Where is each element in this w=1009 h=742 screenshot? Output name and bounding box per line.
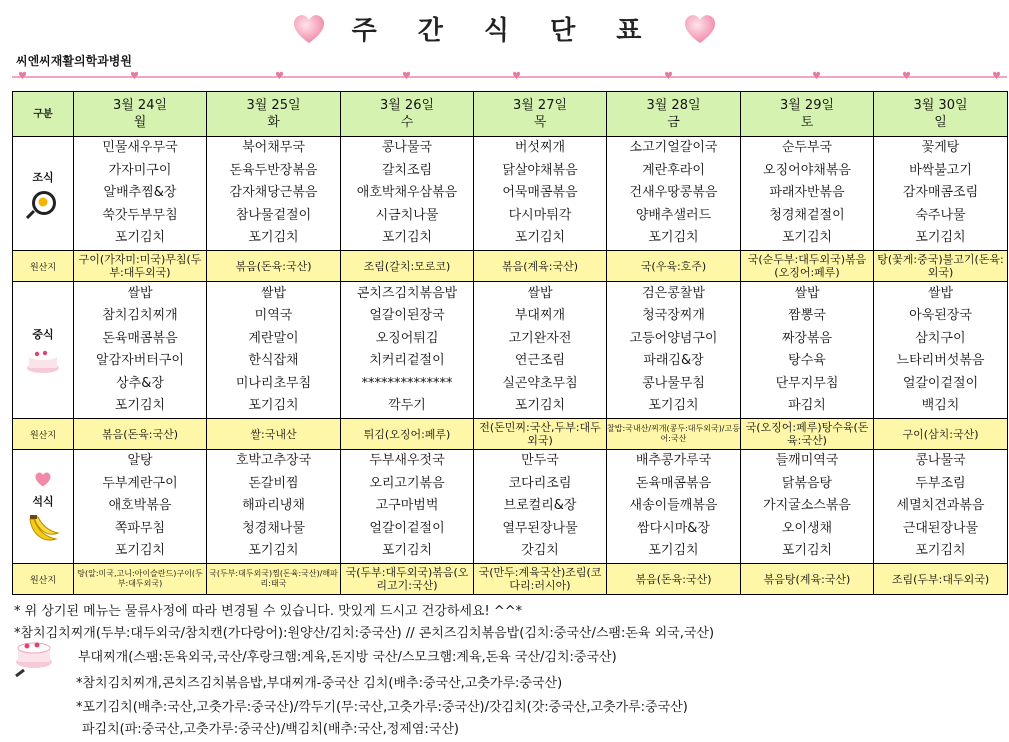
lunch-row (13, 282, 1008, 419)
cake-icon (12, 640, 56, 680)
heart-icon (289, 8, 329, 48)
menu-item: 브로컬리&장 (503, 498, 577, 514)
header-row (13, 92, 1008, 137)
menu-item: 포기김치 (248, 230, 299, 246)
menu-item: 포기김치 (514, 398, 566, 413)
dinner-cell (607, 450, 741, 564)
origin-cell (741, 251, 874, 282)
menu-item: 짬뽕국 (788, 308, 826, 323)
origin-cell (341, 564, 474, 595)
menu-item: 참나물겉절이 (235, 207, 312, 223)
breakfast-origin-row (13, 251, 1008, 282)
menu-item: 호박고추장국 (235, 453, 312, 469)
menu-item: 어묵매콤볶음 (502, 185, 578, 201)
dinner-cell (874, 450, 1008, 564)
day-header: 3월 28일 금 (607, 92, 741, 137)
menu-item: 고기완자전 (508, 330, 572, 346)
menu-item: 갈치조림 (381, 162, 433, 178)
heart-divider: ♥ ♥ ♥ ♥ ♥ ♥ ♥ ♥ ♥ (12, 72, 1007, 82)
menu-item: ************** (361, 375, 453, 391)
menu-item: 아욱된장국 (909, 308, 972, 323)
lunch-cell (74, 282, 207, 419)
origin-cell (741, 419, 874, 450)
breakfast-row (13, 137, 1008, 251)
menu-item: 찜(돈육:국산)/해파리:태국 (260, 569, 338, 588)
menu-item: 국(순두부:대두외국) (747, 253, 846, 266)
menu-item: 시금치나물 (375, 207, 439, 223)
menu-item: 얼갈이겉절이 (369, 520, 445, 536)
menu-item: 단무지무침 (775, 375, 839, 391)
menu-item: 고구마범벅 (375, 498, 439, 514)
origin-cell (607, 564, 741, 595)
menu-item: 파김치 (788, 398, 826, 413)
menu-item: 다시마튀각 (508, 207, 572, 223)
dinner-label: 석식 (13, 450, 74, 564)
menu-item: 알감자버터구이 (96, 353, 184, 368)
menu-item: 양배추샐러드 (635, 207, 712, 223)
dinner-row (13, 450, 1008, 564)
lunch-cell (741, 282, 874, 419)
menu-item: 탕(꽃게:중국) (877, 253, 943, 266)
day-header: 3월 29일 토 (741, 92, 874, 137)
breakfast-cell (874, 137, 1008, 251)
menu-item: 닭살야채볶음 (502, 162, 578, 178)
menu-item: 두부새우젓국 (369, 453, 445, 469)
menu-item: 백김치 (921, 398, 960, 413)
menu-item: 볶음(돈육:국산) (101, 427, 179, 441)
menu-item: 숙주나물 (915, 207, 966, 223)
menu-item: 탕수육(돈육:국산) (787, 421, 869, 447)
menu-item: 볶음탕(계육:국산) (763, 572, 851, 586)
menu-item: 느타리버섯볶음 (896, 353, 985, 368)
menu-item: 상추&장 (116, 375, 164, 391)
origin-cell (741, 564, 874, 595)
menu-item: 포기김치 (381, 543, 433, 559)
menu-item: 부대찌개 (514, 308, 566, 323)
menu-item: 미나리초무침 (235, 375, 312, 391)
lunch-cell (474, 282, 607, 419)
menu-item: 돈육두반장볶음 (229, 162, 318, 178)
menu-item: 바싹불고기 (909, 162, 972, 178)
menu-item: 갓김치 (521, 543, 559, 559)
origin-cell (474, 251, 607, 282)
menu-item: 오리고기볶음 (369, 475, 445, 491)
origin-label: 원산지 (13, 251, 74, 282)
day-header: 3월 24일 월 (74, 92, 207, 137)
menu-item: 볶음(오징어:페루) (774, 253, 867, 279)
menu-item: 포기김치 (915, 543, 966, 559)
menu-item: 실곤약초무침 (502, 375, 578, 391)
menu-item: 불고기(돈육:외국) (927, 253, 1004, 279)
menu-item: 들깨미역국 (775, 453, 839, 469)
breakfast-cell (207, 137, 341, 251)
day-header: 3월 26일 수 (341, 92, 474, 137)
origin-cell (474, 419, 607, 450)
origin-cell (207, 419, 341, 450)
menu-item: 국(만두:계육국산) (478, 566, 566, 579)
menu-item: 찰밥:국내산/찌개(콩두:대두 (607, 424, 704, 433)
title-bar (0, 8, 1009, 52)
menu-item: 무침(두부:대두외국) (109, 253, 202, 279)
breakfast-cell (607, 137, 741, 251)
menu-item: 감자채당근볶음 (229, 185, 318, 201)
origin-cell (474, 564, 607, 595)
menu-item: 국(두부:대두외국) (209, 569, 273, 578)
menu-item: 포기김치 (248, 398, 299, 413)
menu-item: 쌀밥 (794, 285, 820, 301)
menu-item: 포기김치 (781, 543, 833, 559)
menu-item: 콩나물무침 (642, 375, 705, 391)
menu-item: 국(오징어:페루) (745, 421, 822, 434)
menu-item: 볶음(계육:국산) (501, 259, 579, 273)
menu-item: 포기김치 (248, 543, 299, 559)
menu-item: 쌀밥 (527, 285, 553, 301)
menu-item: 국(두부:대두외국) (345, 566, 433, 579)
menu-item: 돈육매콤볶음 (635, 475, 712, 491)
menu-item: 조림(갈치:모로코) (363, 259, 451, 273)
menu-item: 계란말이 (248, 330, 299, 346)
menu-item: 탕수육 (788, 353, 826, 368)
menu-item: 포기김치 (114, 230, 166, 246)
menu-item: 짜장볶음 (781, 330, 833, 346)
cake-icon (25, 346, 61, 374)
menu-item: 애호박볶음 (108, 498, 172, 514)
day-header: 3월 30일 일 (874, 92, 1008, 137)
menu-item: 청경채나물 (242, 520, 305, 536)
origin-cell (74, 251, 207, 282)
lunch-cell (607, 282, 741, 419)
menu-item: 쌈다시마&장 (637, 520, 710, 536)
menu-item: 북어채무국 (242, 140, 305, 156)
origin-cell (74, 564, 207, 595)
menu-item: 탕(알:미국,고니:아이슬란드) (77, 569, 177, 578)
note-line: 부대찌개(스팸:돈육외국,국산/후랑크햄:계육,돈지방 국산/스모크햄:계육,돈육 국산/김치:중국산) (78, 650, 617, 665)
day-header: 3월 25일 화 (207, 92, 341, 137)
menu-item: 애호박채우삼볶음 (356, 185, 458, 201)
menu-item: 오이생채 (781, 520, 833, 536)
menu-item: 포기김치 (114, 543, 166, 559)
menu-item: 구이(두부:대두외국) (117, 569, 203, 588)
menu-item: 쪽파무침 (114, 520, 166, 536)
lunch-cell (874, 282, 1008, 419)
menu-item: 가지굴소스볶음 (763, 498, 851, 514)
origin-cell (207, 251, 341, 282)
lunch-cell (207, 282, 341, 419)
menu-item: 청경채겉절이 (769, 207, 845, 223)
menu-item: 쑥갓두부무침 (102, 207, 178, 223)
note-line: *포기김치(배추:국산,고춧가루:중국산)/깍두기(무:국산,고춧가루:중국산)/갓김치(갓:중국산,고춧가루:중국산) (76, 700, 688, 715)
menu-item: 만두국 (521, 453, 559, 469)
menu-item: 구이(가자미:미국) (78, 253, 166, 266)
menu-item: 포기김치 (114, 398, 166, 413)
lunch-origin-row (13, 419, 1008, 450)
origin-cell (341, 251, 474, 282)
menu-item: 꽃게탕 (921, 140, 960, 156)
menu-item: 청국장찌개 (642, 308, 705, 323)
note-line: *참치김치찌개(두부:대두외국/참치캔(가다랑어):원양산/김치:중국산) // 콘치즈김치볶음밥(김치:중국산/스팸:돈육 외국,국산) (14, 626, 715, 641)
menu-item: 포기김치 (781, 230, 833, 246)
menu-item: 돈갈비찜 (248, 475, 299, 491)
menu-item: 구이(삼치:국산) (902, 427, 979, 441)
menu-item: 볶음(돈육:국산) (635, 572, 712, 586)
breakfast-label: 조식 (13, 137, 74, 251)
menu-item: 순두부국 (781, 140, 833, 156)
menu-item: 포기김치 (514, 230, 566, 246)
menu-item: 버섯찌개 (514, 140, 566, 156)
menu-item: 닭볶음탕 (781, 475, 833, 491)
dinner-cell (474, 450, 607, 564)
type-label: 구분 (13, 92, 74, 137)
menu-item: 코다리조림 (508, 475, 572, 491)
menu-item: 세멸치견과볶음 (896, 498, 985, 514)
lunch-label: 중식 (13, 282, 74, 419)
heart-icon (32, 469, 54, 489)
menu-item: 외국)/고등어:국산 (660, 424, 740, 443)
menu-item: 조림(두부:대두외국) (891, 572, 990, 586)
note-line: * 위 상기된 메뉴는 물류사정에 따라 변경될 수 있습니다. 맛있게 드시고 건강하세요! ^^* (14, 604, 523, 619)
menu-table (12, 91, 1008, 595)
lunch-cell (341, 282, 474, 419)
origin-cell (607, 251, 741, 282)
note-line: *참치김치찌개,콘치즈김치볶음밥,부대찌개-중국산 김치(배추:중국산,고춧가루:중국산) (76, 676, 563, 691)
menu-item: 새송이들깨볶음 (629, 498, 718, 514)
page-title: 주 간 식 단 표 (351, 15, 658, 46)
menu-item: 돈육매콤볶음 (102, 330, 178, 346)
menu-item: 볶음(돈육:국산) (235, 259, 312, 273)
menu-item: 고등어양념구이 (629, 330, 718, 346)
menu-item: 쌀밥 (927, 285, 954, 301)
menu-item: 검은콩찰밥 (642, 285, 705, 301)
menu-item: 오징어야채볶음 (763, 162, 851, 178)
menu-item: 한식잡채 (248, 353, 299, 368)
note-line: 파김치(파:중국산,고춧가루:중국산)/백김치(배추:국산,정제염:국산) (82, 722, 459, 737)
origin-label: 원산지 (13, 419, 74, 450)
hospital-name: 씨엔씨재활의학과병원 (16, 54, 132, 68)
menu-item: 열무된장나물 (502, 520, 578, 536)
origin-label: 원산지 (13, 564, 74, 595)
dinner-cell (741, 450, 874, 564)
menu-item: 감자매콤조림 (902, 185, 979, 201)
menu-item: 깍두기 (388, 398, 426, 413)
menu-item: 두부조림 (915, 475, 966, 491)
origin-cell (607, 419, 741, 450)
menu-item: 알탕 (127, 453, 153, 469)
breakfast-cell (74, 137, 207, 251)
menu-item: 국(우육:호주) (640, 259, 707, 273)
menu-item: 포기김치 (648, 398, 699, 413)
menu-item: 볶음(오리고기:국산) (376, 566, 469, 592)
menu-item: 소고기얼갈이국 (629, 140, 718, 156)
menu-item: 쌀:국내산 (250, 427, 297, 441)
menu-item: 가자미구이 (108, 162, 172, 178)
menu-item: 연근조림 (514, 353, 566, 368)
day-header: 3월 27일 목 (474, 92, 607, 137)
menu-item: 오징어튀김 (375, 330, 439, 346)
menu-item: 파래김&장 (643, 353, 704, 368)
origin-cell (74, 419, 207, 450)
menu-item: 조림(코다리:러시아) (509, 566, 602, 592)
breakfast-cell (474, 137, 607, 251)
menu-item: 쌀밥 (127, 285, 153, 301)
dinner-cell (74, 450, 207, 564)
origin-cell (874, 564, 1008, 595)
menu-item: 파래자반볶음 (769, 185, 845, 201)
menu-item: 참치김치찌개 (102, 308, 178, 323)
menu-item: 민물새우무국 (102, 140, 178, 156)
menu-item: 얼갈이된장국 (369, 308, 445, 323)
origin-cell (207, 564, 341, 595)
origin-cell (874, 419, 1008, 450)
menu-item: 포기김치 (381, 230, 433, 246)
menu-item: 콩나물국 (381, 140, 433, 156)
menu-item: 계란후라이 (642, 162, 705, 178)
menu-item: 근대된장나물 (902, 520, 979, 536)
menu-item: 알배추찜&장 (103, 185, 177, 201)
origin-cell (874, 251, 1008, 282)
banana-icon (26, 513, 60, 545)
menu-item: 치커리겉절이 (369, 353, 445, 368)
menu-item: 포기김치 (915, 230, 966, 246)
fried-egg-icon (26, 189, 60, 219)
menu-item: 해파리냉채 (242, 498, 305, 514)
menu-item: 튀김(오징어:페루) (363, 427, 451, 441)
menu-item: 삼치구이 (915, 330, 966, 346)
menu-item: 두부:대두외국) (527, 421, 601, 447)
menu-item: 배추콩가루국 (635, 453, 712, 469)
menu-item: 쌀밥 (260, 285, 287, 301)
breakfast-cell (741, 137, 874, 251)
dinner-cell (341, 450, 474, 564)
menu-item: 포기김치 (648, 543, 699, 559)
menu-item: 미역국 (254, 308, 293, 323)
menu-item: 콩나물국 (915, 453, 966, 469)
origin-cell (341, 419, 474, 450)
menu-item: 포기김치 (648, 230, 699, 246)
menu-item: 전(돈민찌:국산, (479, 421, 555, 434)
heart-icon (680, 8, 720, 48)
menu-item: 콘치즈김치볶음밥 (356, 285, 458, 301)
dinner-origin-row (13, 564, 1008, 595)
menu-item: 얼갈이겉절이 (902, 375, 979, 391)
dinner-cell (207, 450, 341, 564)
menu-item: 건새우땅콩볶음 (629, 185, 718, 201)
breakfast-cell (341, 137, 474, 251)
menu-item: 두부계란구이 (102, 475, 178, 491)
